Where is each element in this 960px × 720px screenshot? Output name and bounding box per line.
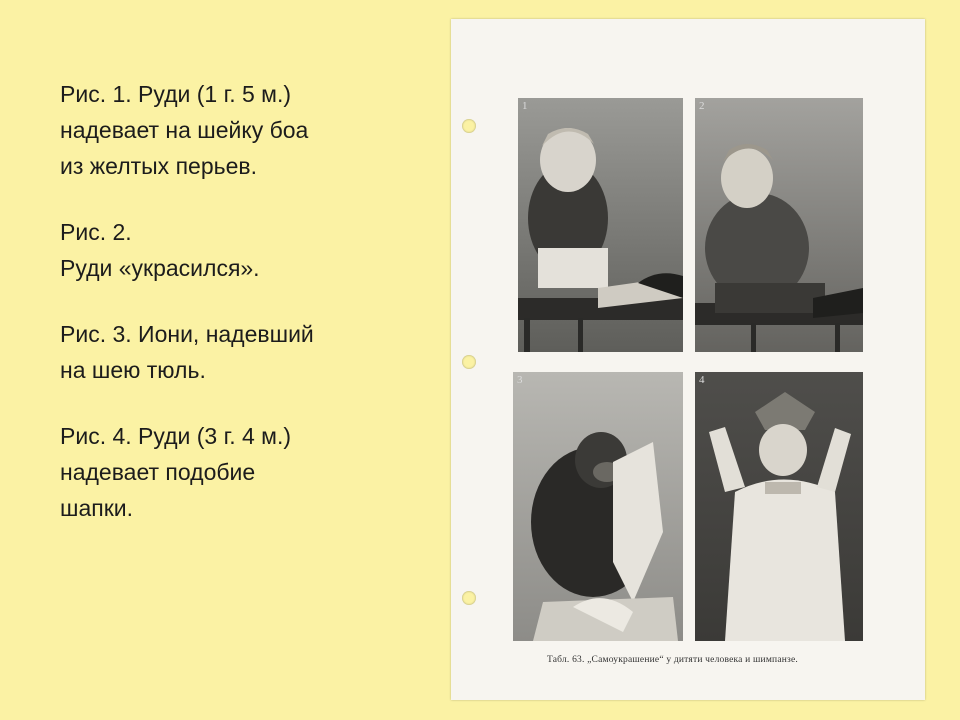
plate-caption: Табл. 63. „Самоукрашение“ у дитяти человека и шимпанзе. bbox=[547, 655, 798, 665]
caption-line: шапки. bbox=[60, 495, 133, 521]
punch-hole bbox=[462, 119, 476, 133]
caption-line: Рис. 1. Руди (1 г. 5 м.) bbox=[60, 81, 292, 107]
caption-fig-4 bbox=[60, 418, 420, 526]
scanned-plate bbox=[451, 19, 925, 700]
photo-4 bbox=[695, 372, 863, 641]
punch-hole bbox=[462, 591, 476, 605]
caption-fig-3 bbox=[60, 316, 420, 388]
caption-line: Рис. 4. Руди (3 г. 4 м.) bbox=[60, 423, 292, 449]
caption-line: Рис. 2. bbox=[60, 219, 132, 245]
caption-line: надевает подобие bbox=[60, 459, 256, 485]
caption-line: надевает на шейку боа bbox=[60, 117, 309, 143]
figure-number: 1 bbox=[522, 100, 528, 112]
figure-number: 2 bbox=[699, 100, 705, 112]
caption-line: Руди «украсился». bbox=[60, 255, 260, 281]
punch-hole bbox=[462, 355, 476, 369]
caption-line: на шею тюль. bbox=[60, 357, 206, 383]
caption-line: из желтых перьев. bbox=[60, 153, 257, 179]
photo-2 bbox=[695, 98, 863, 352]
caption-list bbox=[60, 76, 420, 556]
caption-fig-1 bbox=[60, 76, 420, 184]
photo-3 bbox=[513, 372, 683, 641]
photo-1 bbox=[518, 98, 683, 352]
figure-number: 4 bbox=[699, 374, 705, 386]
caption-line: Рис. 3. Иони, надевший bbox=[60, 321, 314, 347]
caption-fig-2 bbox=[60, 214, 420, 286]
figure-number: 3 bbox=[517, 374, 523, 386]
